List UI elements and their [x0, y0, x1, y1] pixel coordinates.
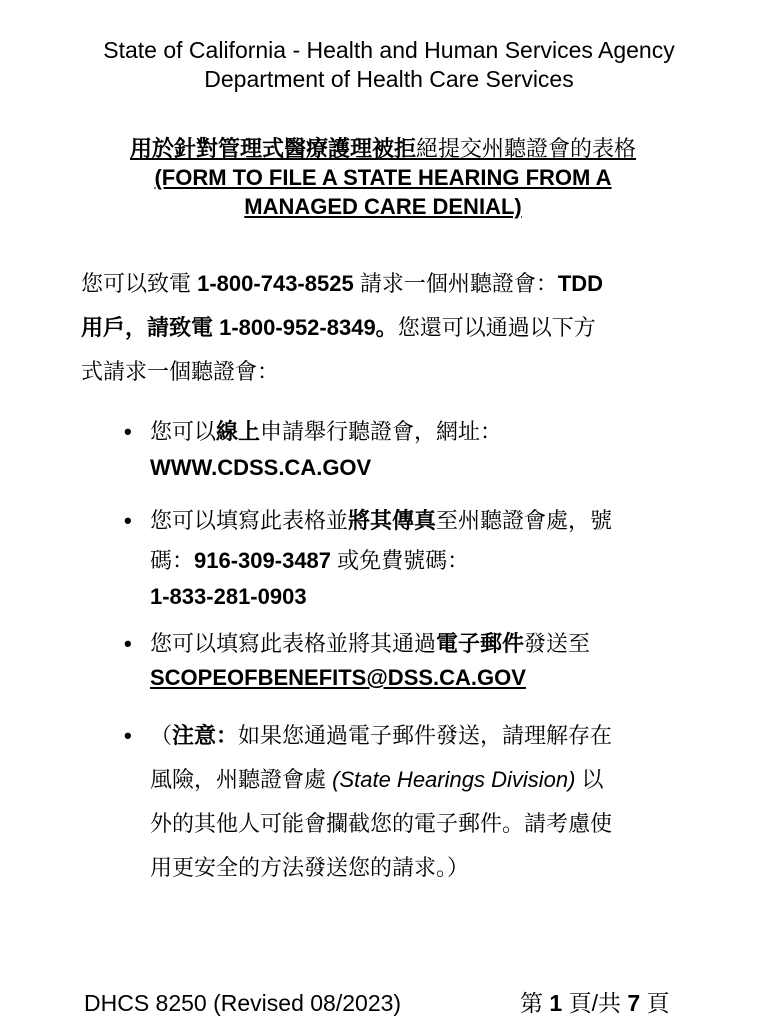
online-emphasis: 線上 [216, 419, 261, 444]
tdd-label: TDD [557, 271, 604, 296]
page-number: 1 [549, 990, 563, 1016]
department-name: Department of Health Care Services [204, 66, 574, 92]
list-item-fax-text [150, 501, 686, 613]
intro-text: 請求一個州聽證會： [353, 271, 558, 296]
bullet-text: 申請舉行聽證會，網址： [260, 419, 503, 444]
form-title-english-line1: (FORM TO FILE A STATE HEARING FROM A [154, 165, 612, 190]
bullet-text: 至州聽證會處，號 [436, 508, 613, 533]
intro-line-1 [81, 262, 681, 306]
bullet-text: 以 [575, 767, 604, 792]
form-title [0, 134, 766, 221]
form-title-english-line2: MANAGED CARE DENIAL) [244, 194, 522, 219]
form-title-chinese [0, 134, 766, 163]
list-item-online-text [150, 414, 686, 486]
toll-free-fax-number: 1-833-281-0903 [150, 584, 307, 609]
page-indicator [520, 988, 670, 1018]
bullet-text: 碼： [150, 548, 195, 573]
note-line-3: 外的其他人可能會攔截您的電子郵件。請考慮使 [150, 811, 613, 836]
bullet-icon: • [124, 508, 132, 533]
note-line-4: 用更安全的方法發送您的請求。） [150, 855, 470, 880]
bullet-icon: • [124, 631, 132, 656]
form-title-chinese-rest: 絕提交州聽證會的表格 [416, 136, 637, 161]
list-item-note-text [150, 714, 686, 890]
email-address-link[interactable]: SCOPEOFBENEFITS@DSS.CA.GOV [150, 665, 526, 690]
form-number: DHCS 8250 (Revised 08/2023) [84, 990, 402, 1016]
intro-paragraph [81, 262, 681, 394]
state-hearings-division: (State Hearings Division) [332, 767, 576, 792]
page-label: 頁/共 [562, 990, 628, 1016]
bullet-text: 發送至 [524, 631, 591, 656]
bullet-text: 您可以填寫此表格並將其通過 [150, 631, 437, 656]
list-item-email-text [150, 627, 686, 695]
bullet-text: 如果您通過電子郵件發送，請理解存在 [238, 723, 613, 748]
intro-line-3: 式請求一個聽證會： [81, 359, 280, 384]
bullet-text: 或免費號碼： [331, 548, 470, 573]
intro-text: 您可以致電 [81, 271, 198, 296]
page-label: 頁 [640, 990, 670, 1016]
agency-header [0, 36, 770, 94]
tdd-phone-text: 用戶，請致電 1-800-952-8349。 [81, 315, 398, 340]
agency-name: State of California - Health and Human Services Agency [103, 37, 675, 63]
bullet-text: 風險，州聽證會處 [150, 767, 333, 792]
intro-line-2 [81, 306, 681, 350]
email-emphasis: 電子郵件 [436, 631, 525, 656]
bullet-icon: • [124, 723, 132, 748]
online-url-link[interactable]: WWW.CDSS.CA.GOV [150, 455, 372, 480]
note-label: 注意： [172, 723, 239, 748]
note-paren: （ [150, 723, 173, 748]
intro-text: 您還可以通過以下方 [397, 315, 596, 340]
fax-emphasis: 將其傳真 [348, 508, 437, 533]
bullet-icon: • [124, 419, 132, 444]
form-title-chinese-bold: 用於針對管理式醫療護理被拒 [129, 136, 416, 161]
bullet-text: 您可以 [150, 419, 217, 444]
page-label: 第 [520, 990, 550, 1016]
page-total: 7 [627, 990, 641, 1016]
bullet-text: 您可以填寫此表格並 [150, 508, 349, 533]
fax-number: 916-309-3487 [194, 548, 332, 573]
hearing-phone-number: 1-800-743-8525 [197, 271, 354, 296]
